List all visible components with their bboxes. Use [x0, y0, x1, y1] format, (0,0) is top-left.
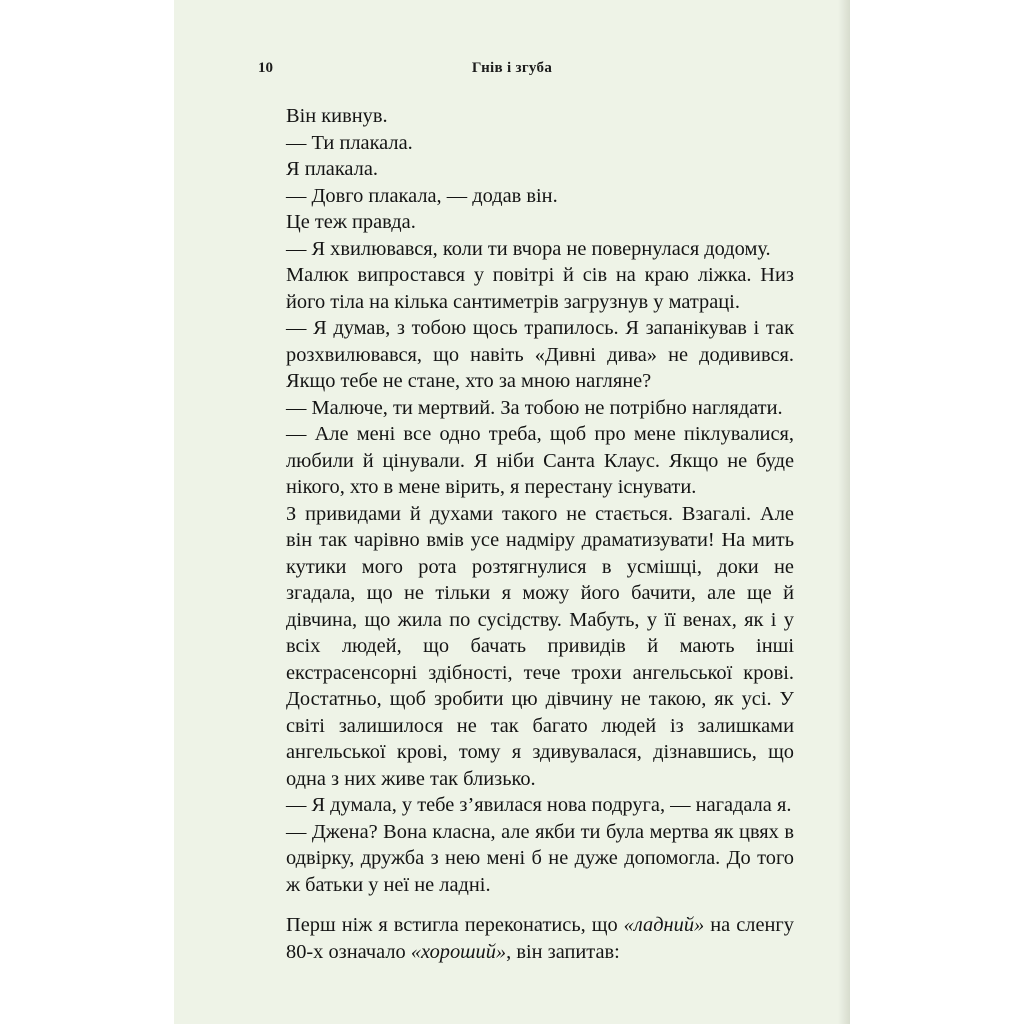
text-run: на сленгу 80-х означало: [286, 914, 794, 963]
paragraph: — Малюче, ти мертвий. За тобою не потрібно наглядати.: [286, 396, 783, 419]
paragraph: — Але мені все одно треба, щоб про мене піклувалися, любили й цінували. Я ніби Санта Клаус. Якщо не буде нікого, хто в мене вірить, я перестану існувати.: [286, 423, 794, 498]
page-number: 10: [258, 60, 273, 76]
facing-page-shadow: [838, 0, 850, 1024]
paragraph: — Джена? Вона класна, але якби ти була мертва як цвях в одвірку, дружба з нею мені б не дуже допомогла. До того ж батьки у неї не ладні.: [286, 820, 794, 896]
paragraph: — Ти плакала.: [286, 131, 413, 154]
paragraph: Це теж правда.: [286, 211, 416, 233]
paragraph: Я плакала.: [286, 158, 378, 180]
text-run: Перш ніж я встигла переконатись, що: [286, 914, 624, 936]
text-run: , він запитав:: [506, 940, 620, 963]
page-header: [174, 56, 850, 80]
running-title: Гнів і згуба: [471, 60, 553, 76]
paragraph: Малюк випростався у повітрі й сів на краю ліжка. Низ його тіла на кілька сантиметрів загрузнув у матраці.: [286, 264, 794, 313]
book-page: [174, 0, 850, 1024]
paragraph: — Я думав, з тобою щось трапилось. Я запанікував і так розхвилювався, що навіть «Дивні дива» не додивився. Якщо тебе не стане, хто за мною нагляне?: [286, 317, 794, 392]
paragraph: — Довго плакала, — додав він.: [286, 184, 558, 207]
body-text: [286, 103, 794, 965]
paragraph: — Я хвилювався, коли ти вчора не повернулася додому.: [286, 237, 771, 260]
italic-term: «ладний»: [623, 914, 705, 936]
paragraph: З привидами й духами такого не стається. Взагалі. Але він так чарівно вмів усе надміру драматизувати! На мить кутики мого рота розтягнулися в усмішці, доки не згадала, що не тільки я можу його бачити, але ще й дівчина, що жила по сусідству. Мабуть, у її венах, як і у всіх людей, що бачать привидів й мають інші екстрасенсорні здібності, тече трохи ангельської крові. Достатньо, щоб зробити цю дівчину не такою, як усі. У світі залишилося не так багато людей із залишками ангельської крові, тому я здивувалася, дізнавшись, що одна з них живе так близько.: [286, 502, 794, 790]
paragraph: — Я думала, у тебе з’явилася нова подруга, — нагадала я.: [286, 794, 792, 816]
paragraph: [286, 912, 794, 965]
italic-term: «хороший»: [410, 940, 507, 963]
paragraph: Він кивнув.: [286, 105, 388, 127]
